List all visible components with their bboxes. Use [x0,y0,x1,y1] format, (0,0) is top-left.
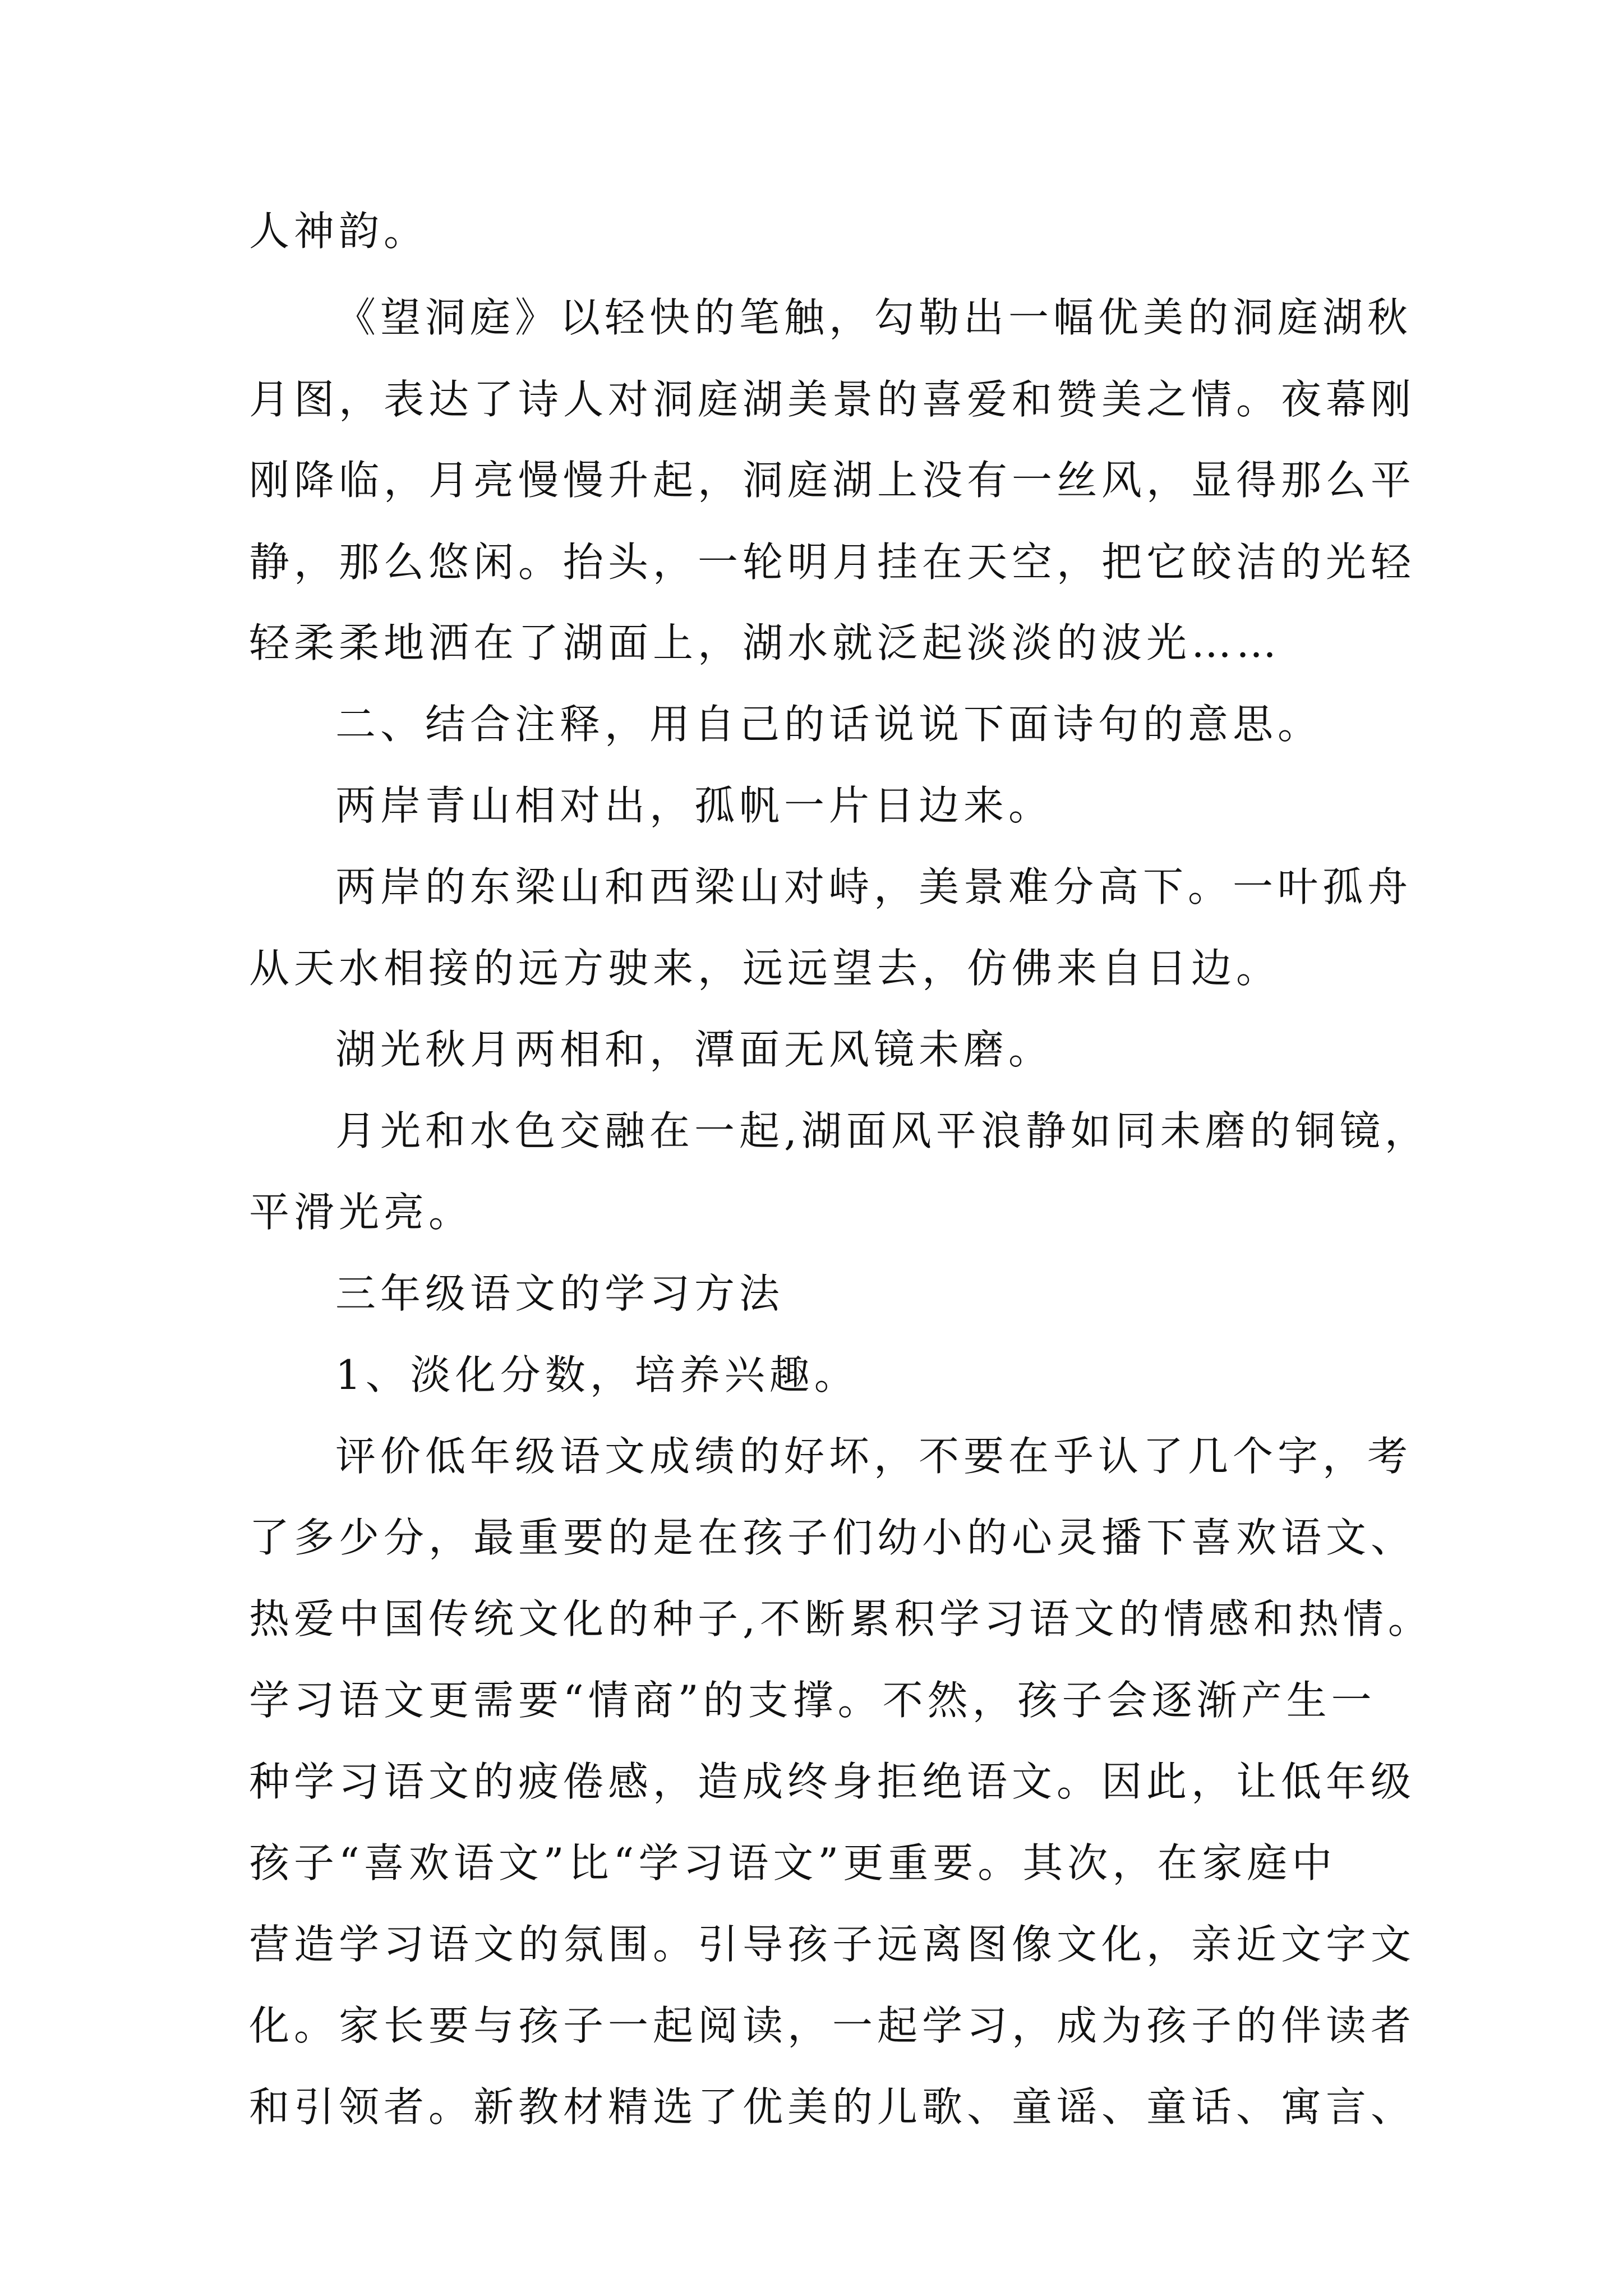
paragraph-start-line: 两岸的东梁山和西梁山对峙，美景难分高下。一叶孤舟 [335,863,1413,910]
text-line: 从天水相接的远方驶来，远远望去，仿佛来自日边。 [249,945,1281,992]
text-line: 月图，表达了诗人对洞庭湖美景的喜爱和赞美之情。夜幕刚 [249,376,1416,423]
subsection-heading: 1、淡化分数，培养兴趣。 [335,1351,859,1398]
text-line: 人神韵。 [249,208,429,255]
text-line: 了多少分，最重要的是在孩子们幼小的心灵播下喜欢语文、 [249,1514,1416,1561]
text-line: 轻柔柔地洒在了湖面上，湖水就泛起淡淡的波光…… [249,619,1281,666]
section-heading: 二、结合注释，用自己的话说说下面诗句的意思。 [335,701,1323,748]
paragraph-start-line: 评价低年级语文成绩的好坏，不要在乎认了几个字，考 [335,1433,1413,1480]
text-line: 平滑光亮。 [249,1189,474,1236]
text-line: 刚降临，月亮慢慢升起，洞庭湖上没有一丝风，显得那么平 [249,457,1416,504]
text-line: 静，那么悠闲。抬头，一轮明月挂在天空，把它皎洁的光轻 [249,539,1416,586]
text-line: 化。家长要与孩子一起阅读，一起学习，成为孩子的伴读者 [249,2002,1416,2049]
text-line: 种学习语文的疲倦感，造成终身拒绝语文。因此，让低年级 [249,1758,1416,1805]
text-line: 热爱中国传统文化的种子,不断累积学习语文的情感和热情。 [249,1595,1433,1642]
text-line: 学习语文更需要“情商”的支撑。不然，孩子会逐渐产生一 [249,1677,1376,1724]
poem-line: 两岸青山相对出，孤帆一片日边来。 [335,782,1054,829]
section-heading: 三年级语文的学习方法 [335,1270,785,1317]
text-line: 和引领者。新教材精选了优美的儿歌、童谣、童话、寓言、 [249,2083,1416,2131]
text-line: 孩子“喜欢语文”比“学习语文”更重要。其次，在家庭中 [249,1839,1337,1887]
text-line: 营造学习语文的氛围。引导孩子远离图像文化，亲近文字文 [249,1921,1416,1968]
paragraph-start-line: 《望洞庭》以轻快的笔触，勾勒出一幅优美的洞庭湖秋 [335,294,1413,341]
paragraph-start-line: 月光和水色交融在一起,湖面风平浪静如同未磨的铜镜， [335,1107,1430,1154]
poem-line: 湖光秋月两相和，潭面无风镜未磨。 [335,1026,1054,1073]
